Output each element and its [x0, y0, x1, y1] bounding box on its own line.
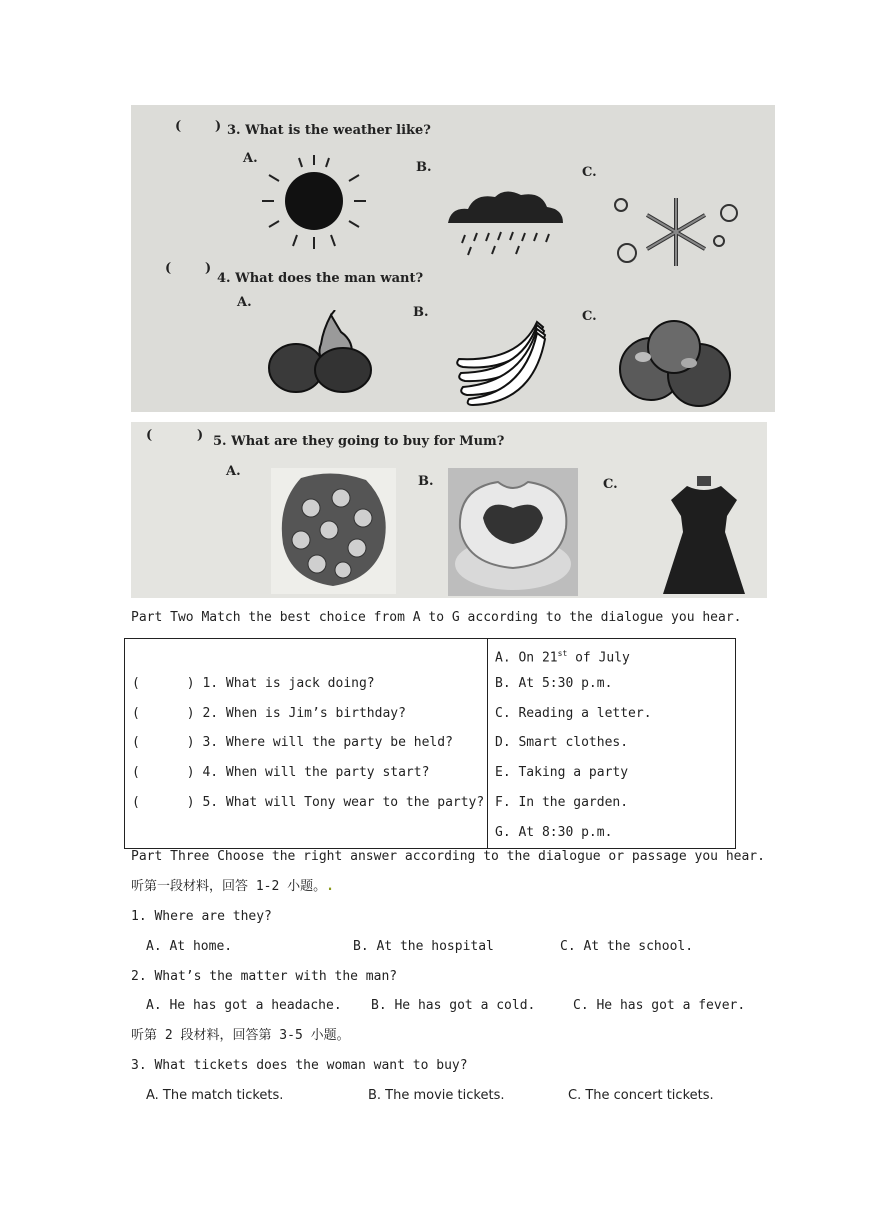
section-instruction	[131, 879, 334, 895]
match-questions-column	[125, 639, 488, 849]
option-label: B.	[418, 474, 434, 489]
table-row	[125, 639, 487, 669]
match-choice: B. At 5:30 p.m.	[495, 675, 613, 691]
snowflake-icon	[609, 193, 744, 271]
exam-photo-1	[131, 105, 775, 412]
paren-close: )	[205, 261, 212, 276]
option-b: B. The movie tickets.	[368, 1088, 505, 1103]
match-choice: F. In the garden.	[495, 794, 629, 810]
match-question: ( ) 3. Where will the party be held?	[132, 735, 453, 751]
match-question: ( ) 2. When is Jim’s birthday?	[132, 705, 406, 721]
question-1: 1. Where are they?	[131, 909, 272, 924]
option-label: A.	[237, 295, 252, 310]
section-1-text: 听第一段材料，回答 1-2 小题。	[131, 879, 327, 894]
paren-open: (	[146, 428, 153, 443]
section-instruction: 听第 2 段材料，回答第 3-5 小题。	[131, 1028, 350, 1043]
option-a: A. At home.	[146, 939, 233, 954]
part-two-heading: Part Two Match the best choice from A to G according to the dialogue you hear.	[131, 610, 742, 625]
paren-close: )	[215, 119, 222, 134]
option-a: A. He has got a headache.	[146, 998, 342, 1013]
choice-a-text: A. On 21	[495, 650, 558, 666]
match-choice: D. Smart clothes.	[495, 735, 629, 751]
match-choice: G. At 8:30 p.m.	[495, 824, 613, 840]
ordinal-suffix: st	[557, 649, 568, 658]
exam-photo-2	[131, 422, 767, 598]
match-question: ( ) 4. When will the party start?	[132, 765, 430, 781]
match-question: ( ) 5. What will Tony wear to the party?	[132, 794, 485, 810]
cake-icon	[448, 468, 578, 596]
option-b: B. At the hospital	[353, 939, 494, 954]
option-label: C.	[603, 477, 618, 492]
match-table	[124, 638, 736, 849]
option-c: C. The concert tickets.	[568, 1088, 714, 1103]
option-label: A.	[226, 464, 241, 479]
option-label: C.	[582, 309, 597, 324]
bananas-icon	[449, 317, 549, 407]
option-label: C.	[582, 165, 597, 180]
question-text: 3. What is the weather like?	[227, 123, 431, 138]
option-a: A. The match tickets.	[146, 1088, 284, 1103]
match-choice: E. Taking a party	[495, 765, 629, 781]
flowers-icon	[271, 468, 396, 594]
paren-open: (	[165, 261, 172, 276]
rain-cloud-icon	[443, 185, 568, 260]
question-2: 2. What’s the matter with the man?	[131, 969, 398, 984]
apples-icon	[619, 317, 734, 409]
option-b: B. He has got a cold.	[371, 998, 536, 1013]
option-label: B.	[413, 305, 429, 320]
section-mark: .	[326, 879, 334, 894]
pears-icon	[261, 310, 386, 395]
question-text: 5. What are they going to buy for Mum?	[213, 434, 505, 449]
choice-a-text-end: of July	[567, 650, 630, 666]
option-c: C. He has got a fever.	[573, 998, 746, 1013]
option-label: B.	[416, 160, 432, 175]
match-choice: C. Reading a letter.	[495, 705, 652, 721]
part-three-heading: Part Three Choose the right answer according to the dialogue or passage you hear.	[131, 849, 765, 864]
question-text: 4. What does the man want?	[217, 271, 424, 286]
question-3: 3. What tickets does the woman want to buy?	[131, 1058, 468, 1073]
match-question: ( ) 1. What is jack doing?	[132, 675, 375, 691]
table-row	[125, 818, 487, 848]
paren-close: )	[197, 428, 204, 443]
option-label: A.	[243, 151, 258, 166]
match-choices-column	[488, 639, 736, 849]
match-choice	[488, 639, 735, 669]
option-c: C. At the school.	[560, 939, 694, 954]
paren-open: (	[175, 119, 182, 134]
dress-icon	[659, 476, 749, 598]
sun-icon	[259, 153, 369, 253]
